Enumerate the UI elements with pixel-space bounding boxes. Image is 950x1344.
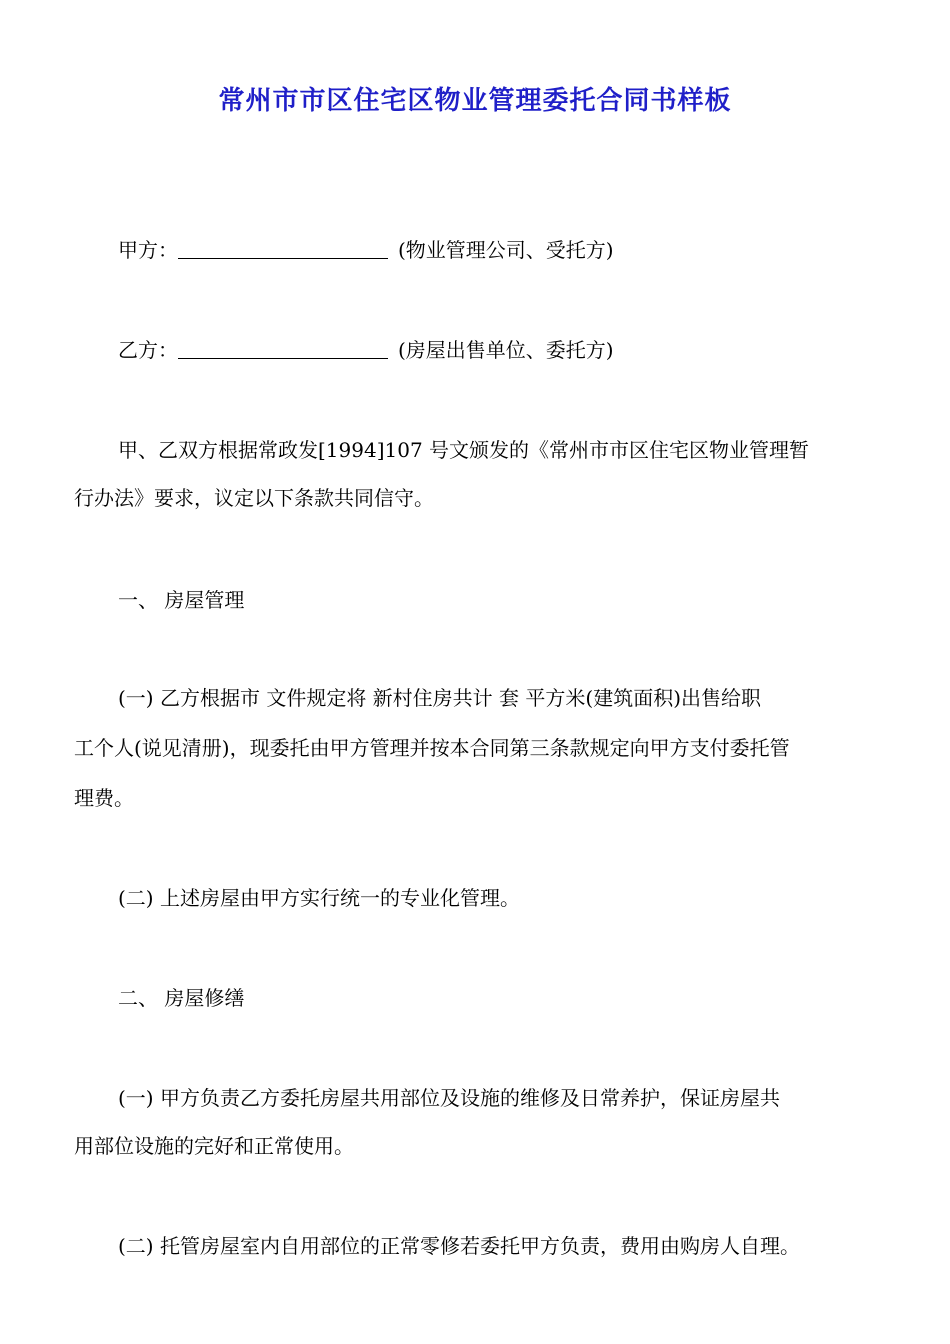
document-title: 常州市市区住宅区物业管理委托合同书样板 <box>218 86 732 116</box>
party-b-blank <box>178 336 388 359</box>
party-a-label: 甲方： <box>118 238 178 262</box>
section-2-item-1-line-2: 用部位设施的完好和正常使用。 <box>74 1134 354 1158</box>
party-b-line <box>118 326 884 374</box>
section-2-item-1-line-1: (一) 甲方负责乙方委托房屋共用部位及设施的维修及日常养护，保证房屋共 <box>118 1086 780 1110</box>
intro-line-1: 甲、乙双方根据常政发[1994]107 号文颁发的《常州市市区住宅区物业管理暂 <box>118 438 810 462</box>
section-2-item-2: (二) 托管房屋室内自用部位的正常零修若委托甲方负责，费用由购房人自理。 <box>118 1234 800 1258</box>
section-1-heading: 一、 房屋管理 <box>118 588 245 612</box>
party-a-note: (物业管理公司、受托方) <box>398 238 614 262</box>
party-a-blank <box>178 236 388 259</box>
party-b-note: (房屋出售单位、委托方) <box>398 338 614 362</box>
section-1-item-1-line-3: 理费。 <box>74 786 134 810</box>
section-2-heading: 二、 房屋修缮 <box>118 986 245 1010</box>
section-1-item-1-line-1: (一) 乙方根据市 文件规定将 新村住房共计 套 平方米(建筑面积)出售给职 <box>118 686 761 710</box>
section-1-item-2: (二) 上述房屋由甲方实行统一的专业化管理。 <box>118 886 520 910</box>
section-1-item-1-line-2: 工个人(说见清册)，现委托由甲方管理并按本合同第三条款规定向甲方支付委托管 <box>74 736 790 760</box>
party-b-label: 乙方： <box>118 338 178 362</box>
party-a-line <box>118 226 884 274</box>
intro-line-2: 行办法》要求，议定以下条款共同信守。 <box>74 486 434 510</box>
